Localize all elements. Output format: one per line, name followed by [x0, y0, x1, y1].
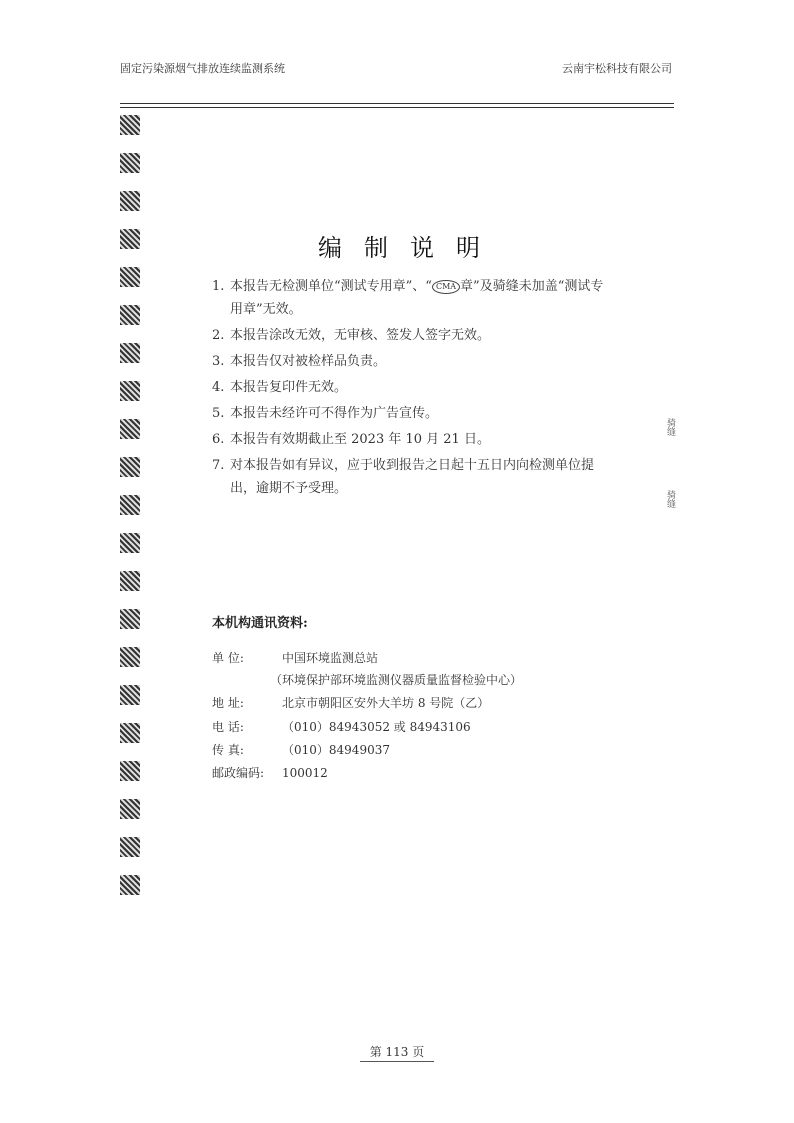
note-item [212, 376, 612, 399]
binding-seal-block [120, 305, 140, 325]
contact-unit [212, 648, 572, 668]
note-item [212, 428, 612, 451]
page-title: 编制说明 [318, 234, 502, 262]
contact-phone [212, 717, 572, 737]
note-number: 3. [212, 354, 225, 369]
note-number: 4. [212, 380, 225, 395]
footer-rule [360, 1061, 434, 1062]
contact-value: 中国环境监测总站 [282, 651, 379, 665]
binding-seal-block [120, 761, 140, 781]
header-right-text: 云南宇松科技有限公司 [562, 62, 672, 75]
note-item [212, 350, 612, 373]
binding-seal-block [120, 457, 140, 477]
contact-label: 电 话: [212, 720, 244, 734]
note-text: 本报告涂改无效，无审核、签发人签字无效。 [230, 328, 491, 343]
note-item [212, 275, 612, 321]
contact-value: （010）84949037 [282, 743, 390, 757]
note-number: 6. [212, 432, 225, 447]
note-item [212, 402, 612, 425]
side-seal-mark: 骑缝 [665, 418, 675, 436]
note-number: 7. [212, 458, 225, 473]
contact-label: 传 真: [212, 743, 244, 757]
header-rule-secondary [120, 107, 674, 108]
binding-seal-block [120, 837, 140, 857]
binding-seal-block [120, 381, 140, 401]
binding-seal-block [120, 799, 140, 819]
contact-label: 邮政编码: [212, 766, 265, 780]
page-number: 第 113 页 [369, 1045, 425, 1059]
contact-postal [212, 763, 572, 783]
binding-seal-block [120, 191, 140, 211]
contact-value: 100012 [282, 766, 328, 780]
contact-value: （010）84943052 或 84943106 [282, 720, 471, 734]
note-text: 本报告有效期截止至 2023 年 10 月 21 日。 [230, 432, 490, 447]
note-text: 本报告未经许可不得作为广告宣传。 [230, 406, 439, 421]
contact-unit-sub [212, 670, 572, 690]
binding-seal-block [120, 609, 140, 629]
cma-mark: CMA [432, 280, 460, 294]
contact-label: 单 位: [212, 651, 244, 665]
binding-seal-block [120, 343, 140, 363]
binding-seal-block [120, 647, 140, 667]
contact-value: 北京市朝阳区安外大羊坊 8 号院（乙） [282, 696, 490, 710]
note-text: 对本报告如有异议，应于收到报告之日起十五日内向检测单位提出，逾期不予受理。 [230, 458, 595, 496]
note-number: 2. [212, 328, 225, 343]
binding-seal-block [120, 115, 140, 135]
note-text: 本报告复印件无效。 [230, 380, 348, 395]
binding-seal-block [120, 571, 140, 591]
binding-seal-block [120, 267, 140, 287]
header-rule [120, 103, 674, 104]
binding-seal-block [120, 723, 140, 743]
side-seal-mark: 骑缝 [665, 490, 675, 508]
contact-heading: 本机构通讯资料: [212, 616, 308, 631]
note-number: 1. [212, 279, 225, 294]
note-text: 本报告仅对被检样品负责。 [230, 354, 387, 369]
notes-list [212, 275, 612, 503]
binding-seal-block [120, 495, 140, 515]
binding-seal-block [120, 153, 140, 173]
contact-label: 地 址: [212, 696, 244, 710]
note-item [212, 324, 612, 347]
binding-seal-block [120, 533, 140, 553]
note-number: 5. [212, 406, 225, 421]
note-item [212, 454, 612, 500]
contact-address [212, 693, 572, 713]
binding-seal-block [120, 875, 140, 895]
contact-value: （环境保护部环境监测仪器质量监督检验中心） [270, 673, 523, 687]
binding-seal-block [120, 685, 140, 705]
header-left-text: 固定污染源烟气排放连续监测系统 [120, 62, 285, 75]
note-text: 本报告无检测单位“测试专用章”、“ [230, 279, 432, 294]
contact-fax [212, 740, 572, 760]
note-text: 章”及骑缝未加盖“测试专用章”无效。 [230, 279, 604, 317]
binding-seal-block [120, 419, 140, 439]
